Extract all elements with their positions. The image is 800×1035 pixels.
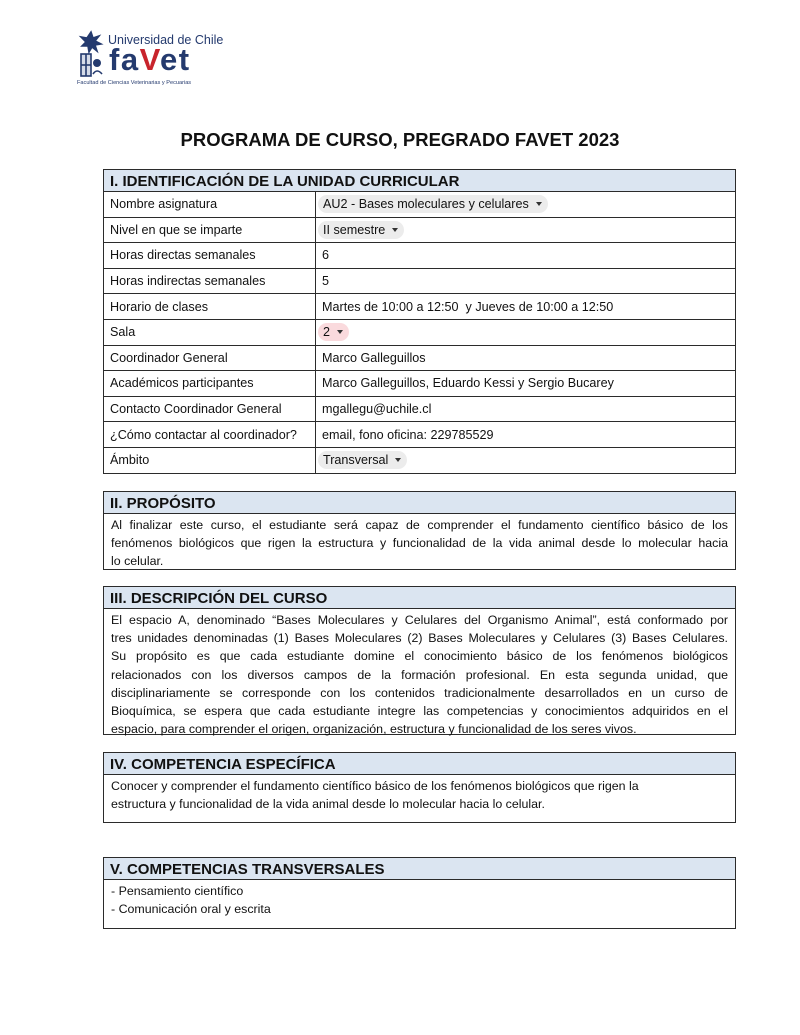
row-value: Marco Galleguillos, Eduardo Kessi y Sergio Bucarey [316,371,736,397]
row-label: ¿Cómo contactar al coordinador? [104,422,316,448]
row-label: Horas indirectas semanales [104,268,316,294]
section-heading: V. COMPETENCIAS TRANSVERSALES [104,858,735,880]
section-heading: IV. COMPETENCIA ESPECÍFICA [104,753,735,775]
section-competencia-especifica [103,752,736,823]
section-heading: III. DESCRIPCIÓN DEL CURSO [104,587,735,609]
row-label: Horas directas semanales [104,243,316,269]
favet-wordmark: faVet [109,42,191,77]
section-competencias-transversales [103,857,736,929]
table-row [104,447,735,472]
dropdown-caret-icon [392,228,398,232]
text-line: tres unidades denominadas (1) Bases Moleculares (2) Bases Moleculares y Celulares (3) Bases Celulares. [111,631,728,646]
row-value: 6 [316,243,736,269]
table-row [104,243,735,269]
row-label: Ámbito [104,447,316,472]
text-line: fenómenos biológicos que rigen la estructura y funcionalidad de la vida animal desde lo molecular hacia [111,536,728,551]
text-line: El espacio A, denominado “Bases Moleculares y Celulares del Organismo Animal”, está conformado por [111,613,728,627]
list-item: - Pensamiento científico [111,884,244,898]
row-value [316,217,736,243]
list-item: - Comunicación oral y escrita [111,902,271,917]
table-row [104,396,735,422]
section-body [104,880,735,918]
row-label: Coordinador General [104,345,316,371]
university-crest-icon [77,30,107,82]
row-value [316,319,736,345]
room-dropdown[interactable]: 2 [318,323,349,341]
section-body [104,609,735,738]
table-row [104,319,735,345]
row-value: email, fono oficina: 229785529 [316,422,736,448]
row-label: Contacto Coordinador General [104,396,316,422]
section-heading: I. IDENTIFICACIÓN DE LA UNIDAD CURRICULAR [104,170,735,192]
dropdown-caret-icon [337,330,343,334]
section-heading: II. PROPÓSITO [104,492,735,514]
text-line: Conocer y comprender el fundamento científico básico de los fenómenos biológicos que rigen la [111,779,639,793]
faculty-logo [77,30,237,88]
text-line: Su propósito es que cada estudiante domine el conocimiento básico de los fenómenos biológicos [111,649,728,664]
text-line: disciplinariamente se corresponde con los contenidos tradicionalmente desarrollados en un curso de [111,685,728,700]
row-value: mgallegu@uchile.cl [316,396,736,422]
table-row [104,422,735,448]
row-value [316,447,736,472]
table-row [104,192,735,217]
course-dropdown[interactable]: AU2 - Bases moleculares y celulares [318,195,548,213]
row-label: Horario de clases [104,294,316,320]
section-descripcion [103,586,736,735]
row-value: Martes de 10:00 a 12:50 y Jueves de 10:00 a 12:50 [316,294,736,320]
table-row [104,217,735,243]
dropdown-caret-icon [536,202,542,206]
row-value: 5 [316,268,736,294]
text-line: relacionados con los diversos campos de la formación profesional. En esta segunda unidad, que [111,667,728,682]
faculty-full-name: Facultad de Ciencias Veterinarias y Pecuarias [77,80,192,86]
identification-table [104,192,735,473]
text-line: espacio, para comprender el origen, organización, estructura y funcionalidad de los seres vivos. [111,722,637,737]
row-label: Académicos participantes [104,371,316,397]
university-name: Universidad de Chile [108,33,224,47]
scope-dropdown[interactable]: Transversal [318,451,407,469]
text-line: lo celular. [111,554,164,569]
table-row [104,371,735,397]
section-proposito [103,491,736,570]
page-title: PROGRAMA DE CURSO, PREGRADO FAVET 2023 [180,129,620,150]
semester-dropdown[interactable]: II semestre [318,221,404,239]
section-body [104,775,735,813]
row-value: Marco Galleguillos [316,345,736,371]
row-label: Nombre asignatura [104,192,316,217]
text-line: Bioquímica, se espera que cada estudiante integre las competencias y conocimientos adquiridos en el [111,704,728,719]
text-line: Al finalizar este curso, el estudiante será capaz de comprender el fundamento científico básico de los [111,518,728,532]
table-row [104,268,735,294]
text-line: estructura y funcionalidad de la vida animal desde lo molecular hacia lo celular. [111,797,545,812]
table-row [104,294,735,320]
dropdown-caret-icon [395,458,401,462]
table-row [104,345,735,371]
row-label: Nivel en que se imparte [104,217,316,243]
row-label: Sala [104,319,316,345]
section-body [104,514,735,571]
row-value [316,192,736,217]
section-identificacion [103,169,736,474]
